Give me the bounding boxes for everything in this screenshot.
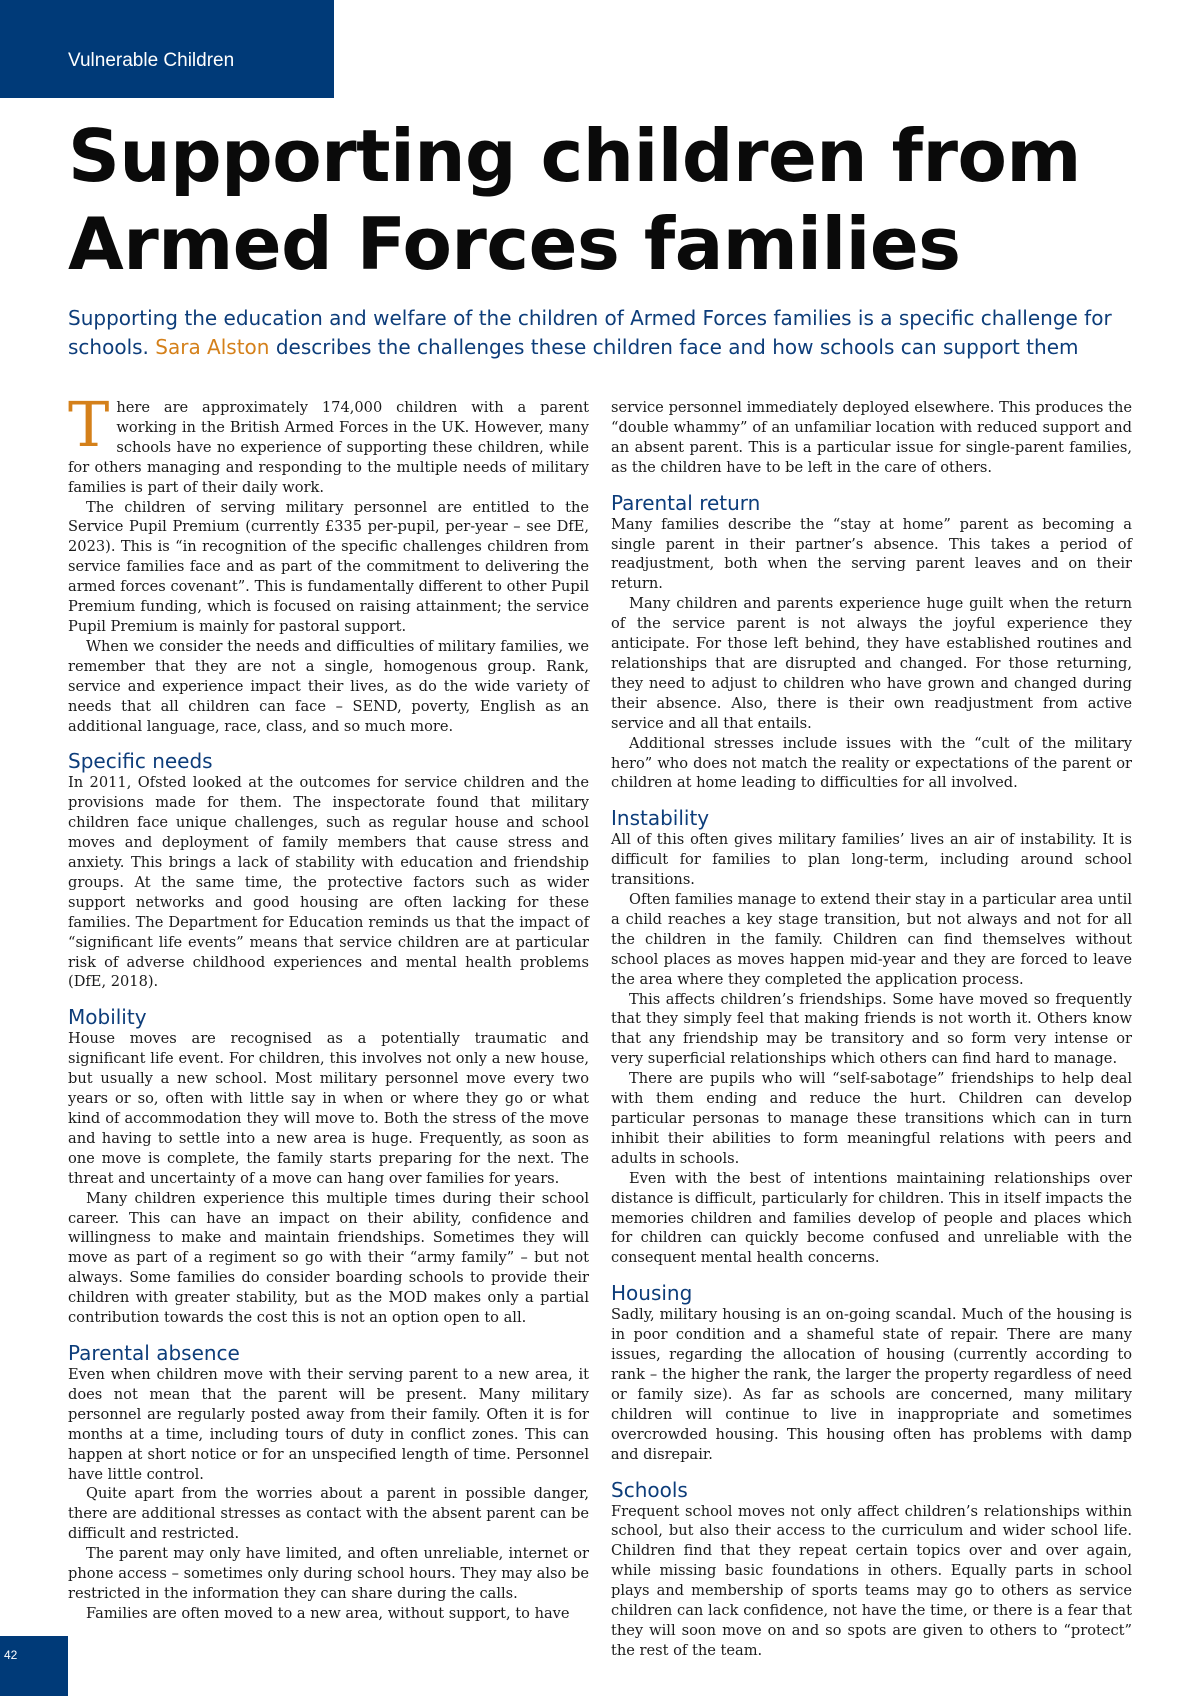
body-paragraph: Many children and parents experience huge guilt when the return of the service parent is not always the joyful experience they anticipate. For those left behind, they have established routines and relationships that are disrupted and changed. For those returning, they need to adjust to children who have grown and changed during their absence. Also, there is their own readjustment from active service and all that entails. xyxy=(611,595,1132,732)
body-paragraph: In 2011, Ofsted looked at the outcomes for service children and the provisions made for them. The inspectorate found that military children face unique challenges, such as regular house and school moves and deployment of family members that cause stress and anxiety. This brings a lack of stability with education and friendship groups. At the same time, the protective factors such as wider support networks and good housing are often lacking for these families. The Department for Education reminds us that the impact of “significant life events” means that service children are at particular risk of adverse childhood experiences and mental health problems (DfE, 2018). xyxy=(68,774,589,991)
heading-parental-return: Parental return xyxy=(611,490,761,515)
heading-specific-needs: Specific needs xyxy=(68,749,213,774)
intro-paragraph xyxy=(68,388,589,498)
left-column xyxy=(68,388,589,1624)
section-label: Vulnerable Children xyxy=(68,50,235,71)
body-paragraph: There are pupils who will “self-sabotage” friendships to help deal with them ending and reduce the hurt. Children can develop particular personas to manage these transitions which can in turn inhibit their abilities to form meaningful relations with peers and adults in schools. xyxy=(611,1070,1132,1167)
body-paragraph: The children of serving military personnel are entitled to the Service Pupil Premium (currently £335 per-pupil, per-year – see DfE, 2023). This is “in recognition of the specific challenges children from service families face and as part of the commitment to delivering the armed forces covenant”. This is fundamentally different to other Pupil Premium funding, which is focused on raising attainment; the service Pupil Premium is mainly for pastoral support. xyxy=(68,498,589,635)
page-number: 42 xyxy=(4,1648,18,1662)
intro-text: here are approximately 174,000 children with a parent working in the British Armed Forces in the UK. However, many schools have no experience of supporting these children, while for others managing and responding to the multiple needs of military families is part of their daily work. xyxy=(68,399,589,496)
standfirst-text-after: describes the challenges these children face and how schools can support them xyxy=(269,335,1079,359)
heading-housing: Housing xyxy=(611,1281,693,1306)
heading-mobility: Mobility xyxy=(68,1005,147,1030)
body-paragraph: Many children experience this multiple times during their school career. This can have an impact on their ability, confidence and willingness to make and maintain friendships. Sometimes they will move as part of a regiment so go with their “army family” – but not always. Some families do consider boarding schools to provide their children with greater stability, but as the MOD makes only a partial contribution towards the cost this is not an option open to all. xyxy=(68,1189,589,1327)
drop-cap: T xyxy=(68,388,110,461)
right-column xyxy=(611,398,1132,1661)
body-paragraph: When we consider the needs and difficulties of military families, we remember that they are not a single, homogenous group. Rank, service and experience impact their lives, as do the wide variety of needs that all children can face – SEND, poverty, English as an additional language, race, class, and so much more. xyxy=(68,637,589,735)
folio-bar xyxy=(0,1636,68,1696)
body-paragraph: This affects children’s friendships. Some have moved so frequently that they simply feel that making friends is not worth it. Others know that any friendship may be transitory and so form very intense or very superficial relationships which others can find hard to manage. xyxy=(611,990,1132,1068)
body-paragraph: Many families describe the “stay at home” parent as becoming a single parent in their partner’s absence. This takes a period of readjustment, both when the serving parent leaves and on their return. xyxy=(611,515,1132,593)
body-paragraph: House moves are recognised as a potentially traumatic and significant life event. For children, this involves not only a new house, but usually a new school. Most military personnel move every two years or so, often with little say in when or where they go or what kind of accommodation they will move to. Both the stress of the move and having to settle into a new area is huge. Frequently, as soon as one move is complete, the family starts preparing for the next. The threat and uncertainty of a move can hang over families for years. xyxy=(68,1030,589,1187)
body-paragraph: Additional stresses include issues with the “cult of the military hero” who does not match the reality or expectations of the parent or children at home leading to difficulties for all involved. xyxy=(611,734,1132,792)
standfirst-text-before: Supporting the education and welfare of the children of Armed Forces families is a specific challenge for schools. xyxy=(68,306,1112,359)
heading-parental-absence: Parental absence xyxy=(68,1340,240,1365)
author-name: Sara Alston xyxy=(155,335,270,359)
body-paragraph: Often families manage to extend their stay in a particular area until a child reaches a key stage transition, but not always and not for all the children in the family. Children can find themselves without school places as moves happen mid-year and they are forced to leave the area where they completed the application process. xyxy=(611,891,1132,988)
heading-instability: Instability xyxy=(611,806,710,831)
standfirst xyxy=(68,304,1148,362)
body-paragraph: All of this often gives military families’ lives an air of instability. It is difficult for families to plan long-term, including around school transitions. xyxy=(611,831,1132,889)
continuation-paragraph: service personnel immediately deployed elsewhere. This produces the “double whammy” of an unfamiliar location with reduced support and an absent parent. This is a particular issue for single-parent families, as the children have to be left in the care of others. xyxy=(611,399,1132,476)
body-paragraph: Even when children move with their serving parent to a new area, it does not mean that the parent will be present. Many military personnel are regularly posted away from their family. Often it is for months at a time, including tours of duty in conflict zones. This can happen at short notice or for an unspecified length of time. Personnel have little control. xyxy=(68,1365,589,1483)
body-paragraph: Quite apart from the worries about a parent in possible danger, there are additional stresses as contact with the absent parent can be difficult and restricted. xyxy=(68,1485,589,1543)
body-paragraph: The parent may only have limited, and often unreliable, internet or phone access – sometimes only during school hours. They may also be restricted in the information they can share during the calls. xyxy=(68,1545,589,1602)
body-paragraph: Frequent school moves not only affect children’s relationships within school, but also their access to the curriculum and wider school life. Children find that they repeat certain topics over and over again, while missing basic foundations in others. Equally parts in school plays and membership of sports teams may go to others as service children can lack confidence, not have the time, or there is a fear that they will soon move on and so spots are given to others to “protect” the rest of the team. xyxy=(611,1502,1132,1659)
page-title: Supporting children from Armed Forces families xyxy=(68,114,1081,286)
section-tab xyxy=(0,0,334,98)
body-paragraph: Families are often moved to a new area, without support, to have xyxy=(86,1604,570,1622)
heading-schools: Schools xyxy=(611,1477,688,1502)
body-paragraph: Even with the best of intentions maintaining relationships over distance is difficult, particularly for children. This in itself impacts the memories children and families develop of people and places which for children can quickly become confused and unreliable with the consequent mental health concerns. xyxy=(611,1169,1132,1267)
body-paragraph: Sadly, military housing is an on-going scandal. Much of the housing is in poor condition and a shameful state of repair. There are many issues, regarding the allocation of housing (currently according to rank – the higher the rank, the larger the property regardless of need or family size). As far as schools are concerned, many military children will continue to live in inappropriate and sometimes overcrowded housing. This housing often has problems with damp and disrepair. xyxy=(611,1306,1132,1463)
